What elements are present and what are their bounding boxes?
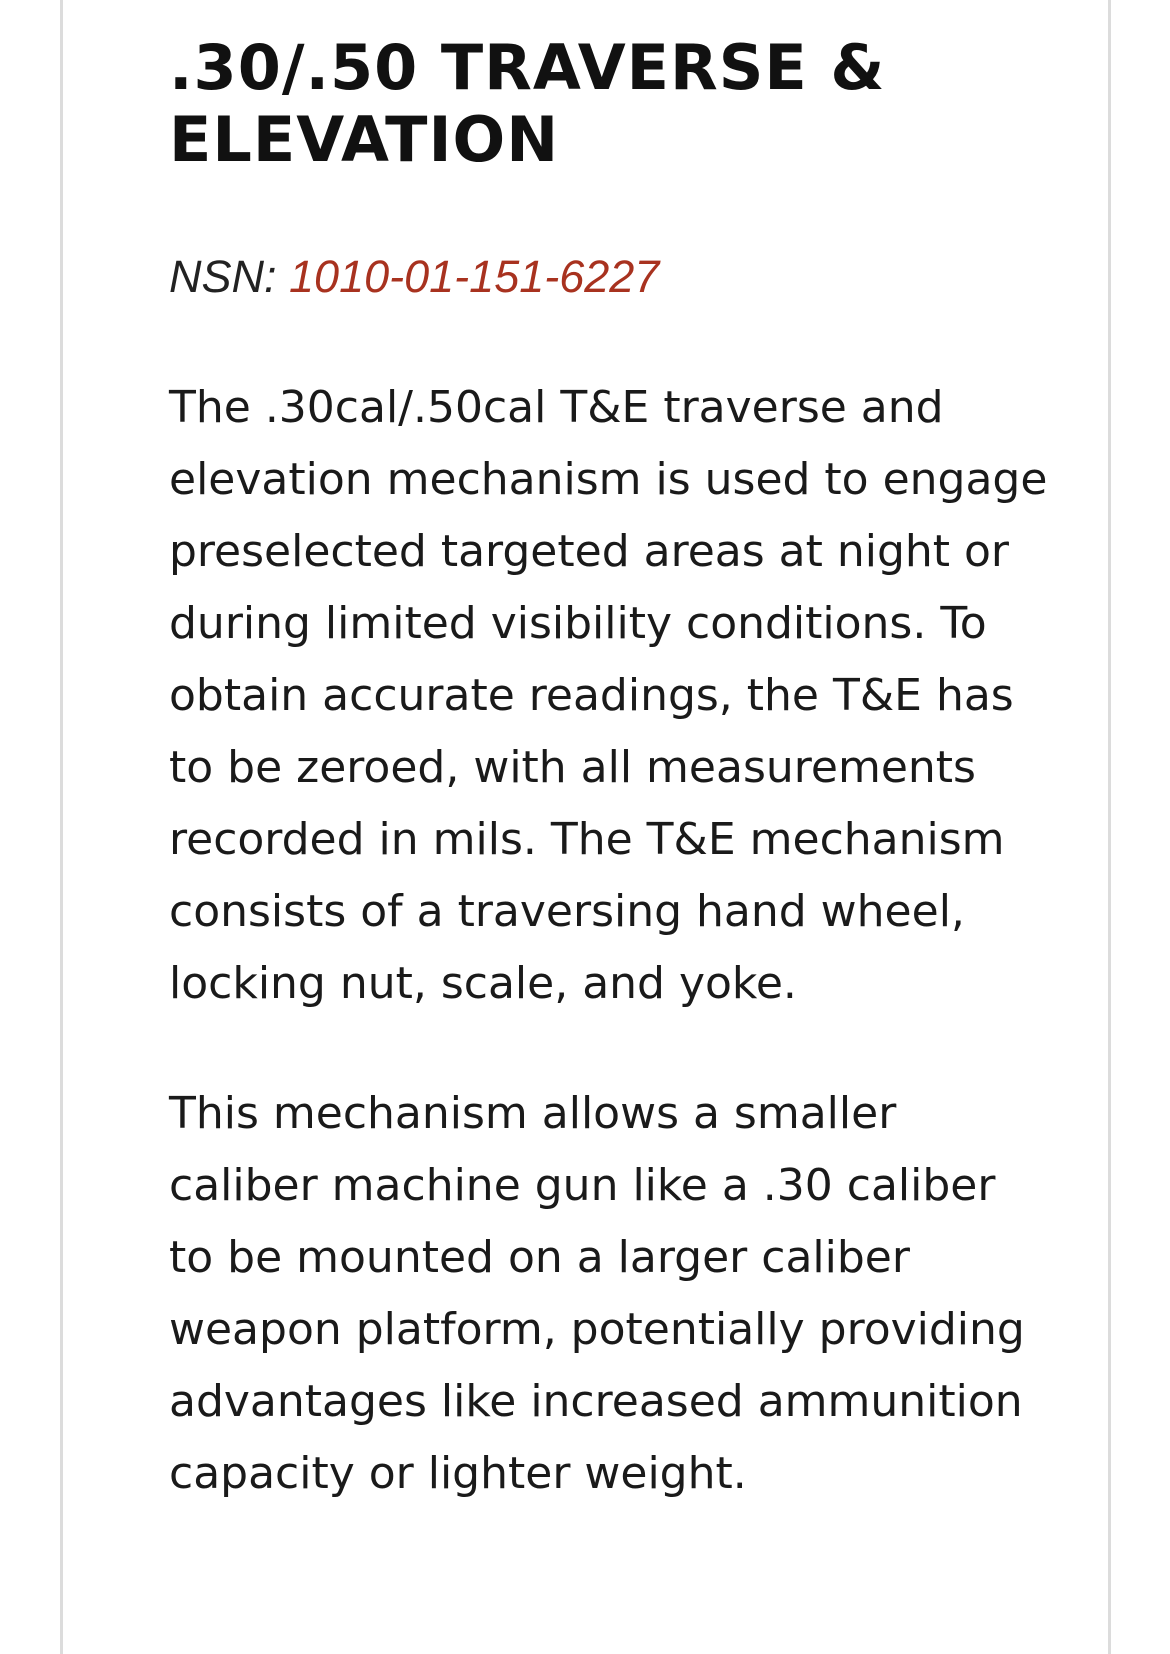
nsn-value: 1010-01-151-6227 <box>289 251 660 302</box>
product-title-line1: .30/.50 TRAVERSE & <box>169 31 886 104</box>
product-title <box>169 32 1049 176</box>
right-border <box>1108 0 1111 1654</box>
left-border <box>60 0 63 1654</box>
description-paragraph-2: This mechanism allows a smaller caliber machine gun like a .30 caliber to be mounted on a larger caliber weapon platform, potentially providing advantages like increased ammunition capacity or lighter weight. <box>169 1088 1025 1499</box>
nsn-label: NSN: <box>169 251 277 302</box>
product-title-line2: ELEVATION <box>169 103 560 176</box>
nsn-line <box>169 248 1049 306</box>
description-paragraph-1: The .30cal/.50cal T&E traverse and elevation mechanism is used to engage preselected targeted areas at night or during limited visibility conditions. To obtain accurate readings, the T&E has to be zeroed, with all measurements recorded in mils. The T&E mechanism consists of a traversing hand wheel, locking nut, scale, and yoke. <box>169 382 1048 1009</box>
product-content <box>169 32 1049 1510</box>
